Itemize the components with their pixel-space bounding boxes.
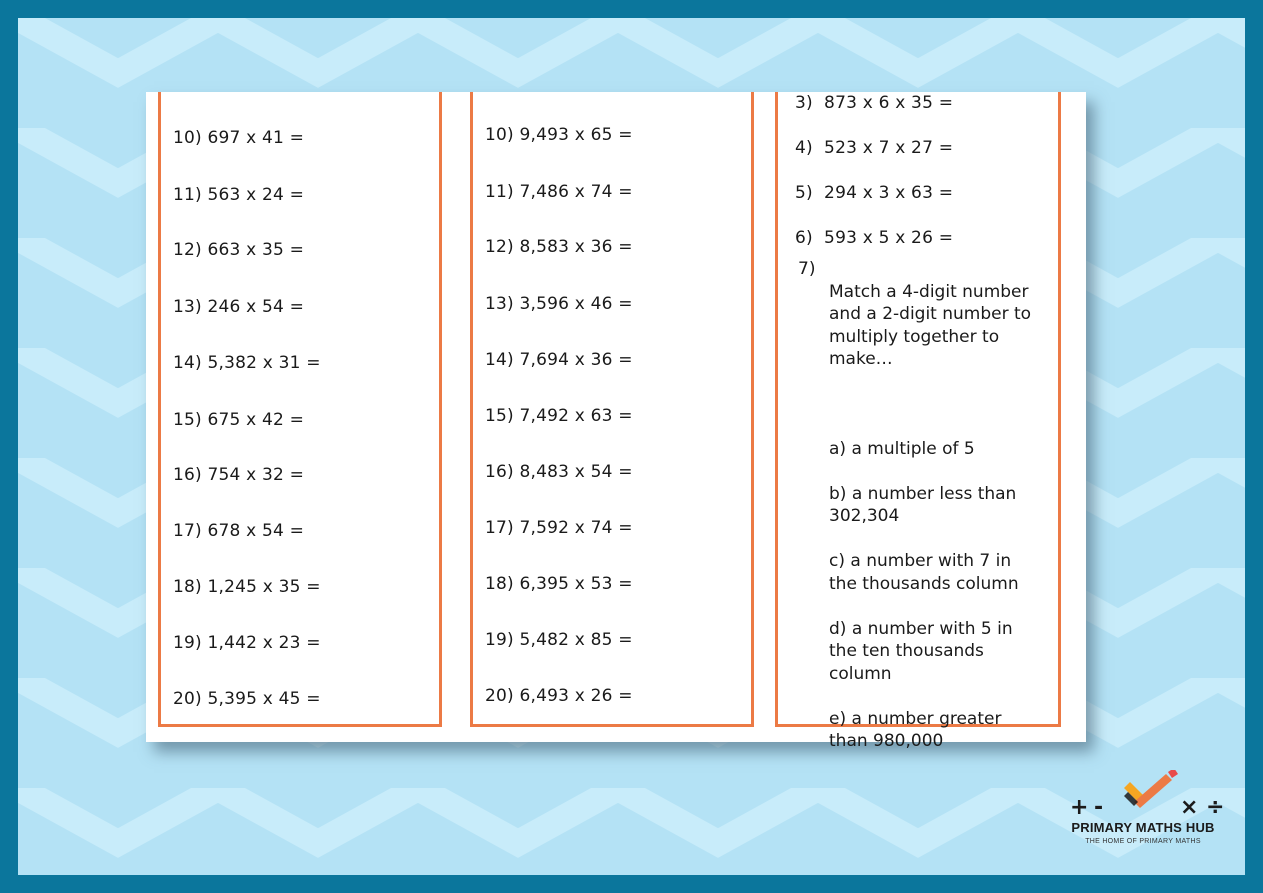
option-d: d) a number with 5 in the ten thousands column — [829, 618, 1013, 684]
logo-name: PRIMARY MATHS HUB — [1071, 820, 1215, 835]
problem-item: 20) 5,395 x 45 = — [173, 689, 321, 709]
problem-item: 12) 663 x 35 = — [173, 240, 305, 260]
divide-icon: ÷ — [1206, 795, 1225, 820]
problem-item: 3) 873 x 6 x 35 = — [795, 93, 954, 113]
problem-item: 17) 7,592 x 74 = — [485, 518, 633, 538]
primary-maths-hub-logo — [1048, 770, 1238, 850]
problem-item: 18) 1,245 x 35 = — [173, 577, 321, 597]
tick-icon — [1124, 770, 1178, 808]
option-c: c) a number with 7 in the thousands column — [829, 551, 1019, 594]
problem-item: 10) 697 x 41 = — [173, 128, 305, 148]
problem-item: 13) 3,596 x 46 = — [485, 294, 633, 314]
problem-item: 15) 675 x 42 = — [173, 410, 305, 430]
problem-item: 14) 7,694 x 36 = — [485, 350, 633, 370]
problem-column-1 — [158, 92, 442, 727]
worksheet — [146, 92, 1086, 751]
problem-item: 10) 9,493 x 65 = — [485, 125, 633, 145]
logo-tagline: THE HOME OF PRIMARY MATHS — [1085, 838, 1201, 845]
problem-7-number: 7) — [798, 259, 816, 279]
logo-symbols — [1048, 770, 1238, 820]
problem-column-2 — [470, 92, 754, 727]
minus-icon: - — [1094, 795, 1104, 820]
problem-item: 13) 246 x 54 = — [173, 297, 305, 317]
problem-7 — [798, 258, 1058, 775]
multiply-icon: × — [1180, 795, 1199, 820]
option-b: b) a number less than 302,304 — [829, 483, 1017, 526]
problem-item: 19) 5,482 x 85 = — [485, 630, 633, 650]
problem-item: 11) 563 x 24 = — [173, 185, 305, 205]
problem-item: 6) 593 x 5 x 26 = — [795, 228, 954, 248]
problem-item: 17) 678 x 54 = — [173, 521, 305, 541]
option-a: a) a multiple of 5 — [829, 438, 975, 459]
background-panel — [18, 18, 1245, 875]
problem-item: 15) 7,492 x 63 = — [485, 406, 633, 426]
option-e: e) a number greater than 980,000 — [829, 708, 1002, 751]
problem-item: 20) 6,493 x 26 = — [485, 686, 633, 706]
problem-item: 4) 523 x 7 x 27 = — [795, 138, 954, 158]
problem-item: 5) 294 x 3 x 63 = — [795, 183, 954, 203]
problem-item: 14) 5,382 x 31 = — [173, 353, 321, 373]
plus-icon: + — [1070, 795, 1089, 820]
problem-7-intro: Match a 4-digit number and a 2-digit number to multiply together to make… — [829, 281, 1032, 369]
problem-item: 16) 8,483 x 54 = — [485, 462, 633, 482]
problem-item: 19) 1,442 x 23 = — [173, 633, 321, 653]
problem-item: 18) 6,395 x 53 = — [485, 574, 633, 594]
problem-item: 11) 7,486 x 74 = — [485, 182, 633, 202]
problem-column-3 — [775, 92, 1061, 751]
problem-item: 16) 754 x 32 = — [173, 465, 305, 485]
problem-item: 12) 8,583 x 36 = — [485, 237, 633, 257]
